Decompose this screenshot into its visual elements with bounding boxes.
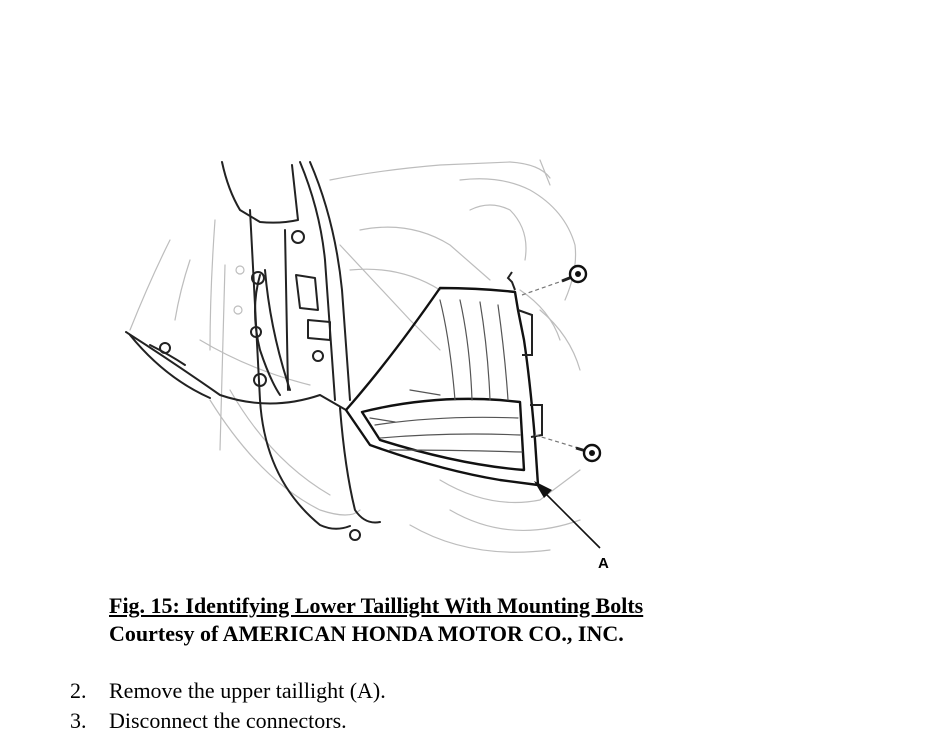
- figure-caption: [109, 592, 643, 648]
- figure-caption-credit: Courtesy of AMERICAN HONDA MOTOR CO., INC.: [109, 621, 624, 646]
- procedure-steps: [70, 676, 386, 736]
- figure-caption-title: Fig. 15: Identifying Lower Taillight With Mounting Bolts: [109, 593, 644, 618]
- taillight-line-drawing: [110, 150, 630, 580]
- list-item: [70, 706, 386, 736]
- step-number: 2.: [70, 678, 87, 703]
- list-item: [70, 676, 386, 706]
- step-text: Disconnect the connectors.: [109, 708, 347, 733]
- upper-mounting-bolt-icon: [522, 266, 586, 295]
- step-text: Remove the upper taillight (A).: [109, 678, 386, 703]
- step-number: 3.: [70, 708, 87, 733]
- callout-arrow: [534, 481, 600, 548]
- lower-mounting-bolt-icon: [535, 435, 600, 461]
- callout-label-a: A: [598, 555, 609, 572]
- taillight-illustration: [110, 150, 630, 580]
